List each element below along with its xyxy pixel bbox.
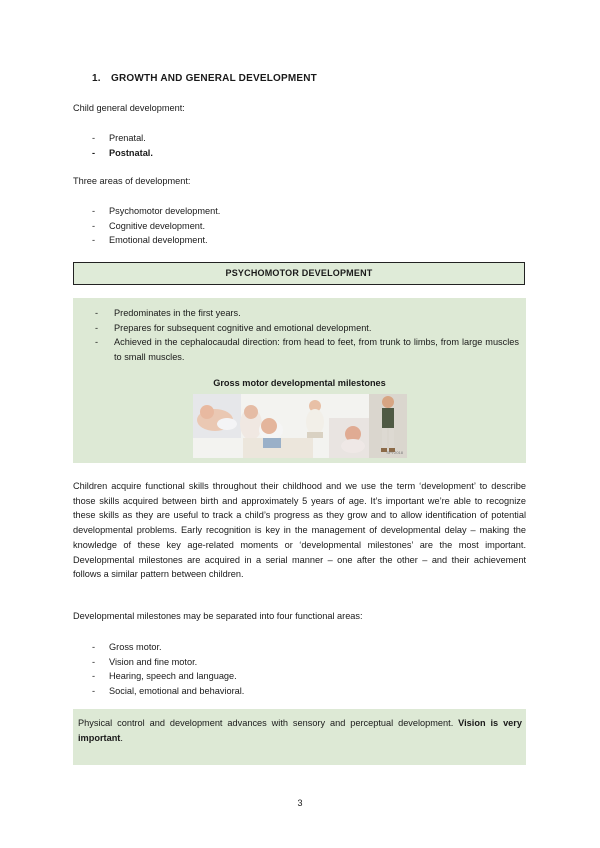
page-number: 3 [297,798,303,808]
list-item: - Predominates in the first years. [95,308,241,318]
baby-milestones-image [193,394,407,458]
psychomotor-title: PSYCHOMOTOR DEVELOPMENT [73,262,525,285]
areas-list [92,204,220,248]
functional-areas-intro: Developmental milestones may be separated into four functional areas: [73,611,363,621]
section-number: 1. [92,73,101,84]
list-item: - Gross motor. [92,642,162,652]
list-item: - Hearing, speech and language. [92,671,237,681]
figure-caption: Gross motor developmental milestones [213,378,386,388]
list-item: - Vision and fine motor. [92,656,198,667]
figure-credit: SPI·2018 [386,450,403,455]
body-paragraph: Children acquire functional skills throughout their childhood and we use the term ‘development’ to describe those skills acquired between birth and approximately 5 years of age. It’s important we’re able to recognize these skills as they are useful to track a child’s progress as they grow and to allow identification of potential developmental problems. Early recognition is key in the management of developmental delay – making the knowledge of these key age-related moments or ‘developmental milestones’ are the most important. Developmental milestones are acquired in a serial manner – one after the other – and their achievement follows a similar pattern between children. [73,481,526,580]
list-item: - Psychomotor development. [92,206,221,216]
general-dev-intro: Child general development: [73,103,185,113]
list-item: - Achieved in the cephalocaudal direction: from head to feet, from trunk to limbs, from large muscles to small muscles. [95,337,519,362]
general-dev-list [92,131,153,160]
section-heading [92,73,317,84]
list-item: - Postnatal. [92,147,153,158]
note-emphasis: Vision is very important [78,718,522,743]
note-block [73,709,526,765]
list-item: - Prepares for subsequent cognitive and emotional development. [95,322,372,333]
areas-intro: Three areas of development: [73,176,191,186]
list-item: - Prenatal. [92,133,146,143]
psychomotor-list [95,306,519,364]
note-text: Physical control and development advances with sensory and perceptual development. Vision is very important. [78,718,522,743]
list-item: - Social, emotional and behavioral. [92,685,245,696]
milestones-photo [193,394,407,458]
section-title: GROWTH AND GENERAL DEVELOPMENT [110,73,317,84]
psychomotor-block [73,298,526,463]
functional-areas-list [92,640,244,698]
list-item: - Emotional development. [92,235,208,245]
list-item: - Cognitive development. [92,220,206,231]
